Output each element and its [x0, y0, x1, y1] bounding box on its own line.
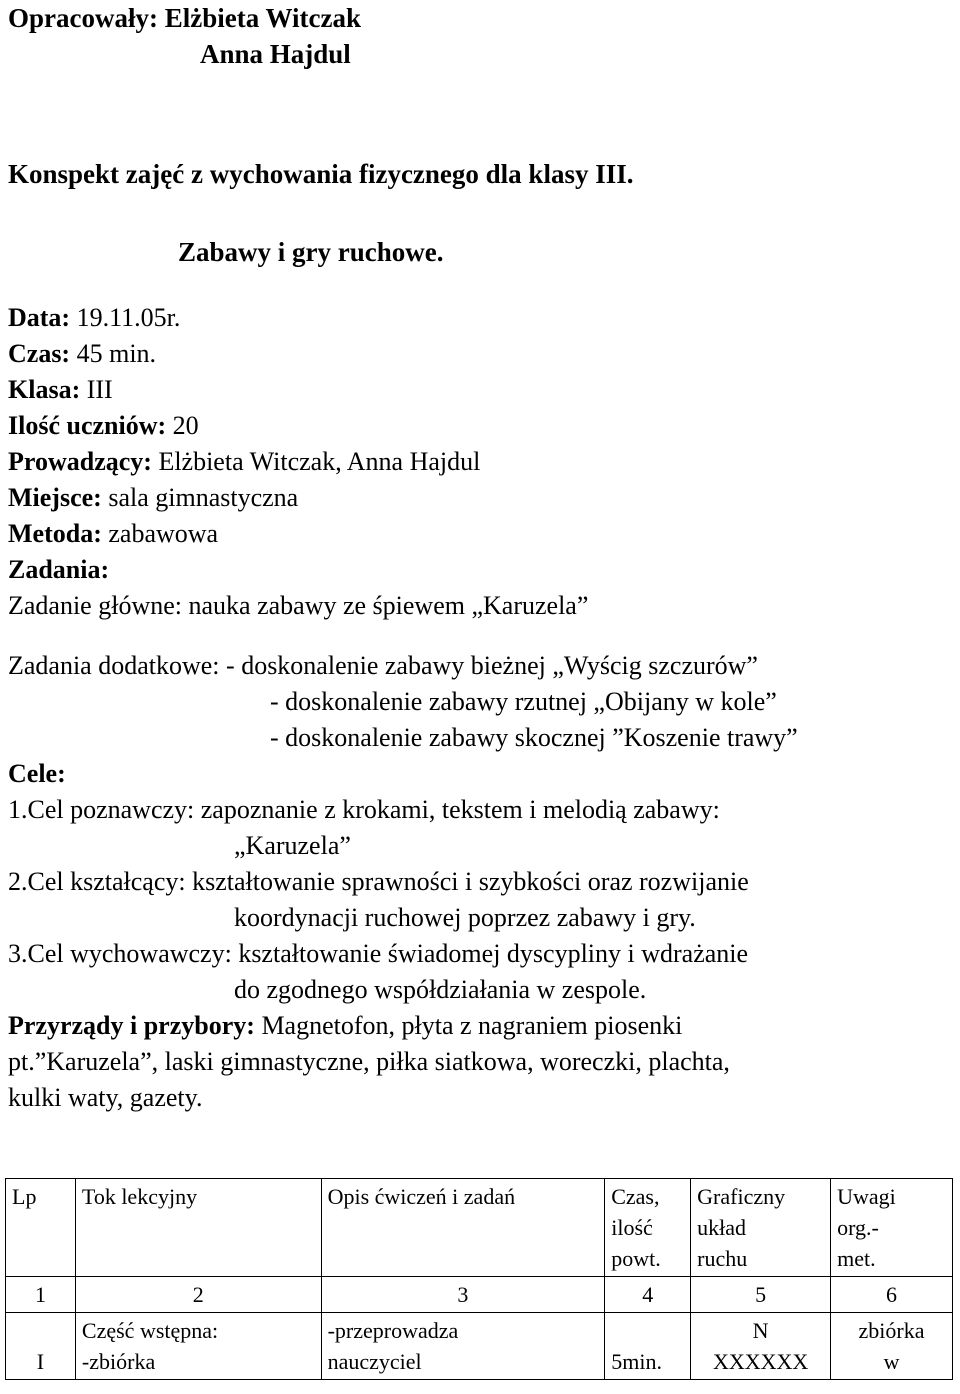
goals-label: Cele:	[8, 759, 66, 788]
table-row	[6, 1313, 953, 1380]
lesson-table	[5, 1178, 953, 1380]
authors-label: Opracowały:	[8, 3, 158, 33]
row-czas: 5min.	[605, 1313, 691, 1380]
header-opis: Opis ćwiczeń i zadań	[321, 1179, 605, 1277]
goal-1-cont: „Karuzela”	[234, 831, 351, 860]
additional-task-3: - doskonalenie zabawy skocznej ”Koszenie trawy”	[270, 723, 798, 752]
col-number: 3	[321, 1277, 605, 1313]
row-lp: I	[6, 1313, 76, 1380]
goal-3: 3.Cel wychowawczy: kształtowanie świadomej dyscypliny i wdrażanie	[8, 939, 749, 968]
additional-task-1: Zadania dodatkowe: - doskonalenie zabawy bieżnej „Wyścig szczurów”	[8, 651, 758, 680]
table-number-row	[6, 1277, 953, 1313]
table-header-row	[6, 1179, 953, 1277]
col-number: 2	[75, 1277, 321, 1313]
row-uklad: N XXXXXX	[691, 1313, 831, 1380]
row-uwagi: zbiórka w	[831, 1313, 953, 1380]
info-class: Klasa: III	[8, 375, 113, 404]
info-teacher: Prowadzący: Elżbieta Witczak, Anna Hajdul	[8, 447, 481, 476]
goal-3-cont: do zgodnego współdziałania w zespole.	[234, 975, 647, 1004]
header-lp: Lp	[6, 1179, 76, 1277]
col-number: 6	[831, 1277, 953, 1313]
lesson-topic: Zabawy i gry ruchowe.	[178, 237, 444, 267]
authors-line	[8, 0, 953, 36]
row-tok: Część wstępna: -zbiórka	[75, 1313, 321, 1380]
equipment-line-3: kulki waty, gazety.	[8, 1083, 203, 1112]
equipment-line-2: pt.”Karuzela”, laski gimnastyczne, piłka siatkowa, woreczki, plachta,	[8, 1047, 730, 1076]
info-method: Metoda: zabawowa	[8, 519, 219, 548]
goal-2-cont: koordynacji ruchowej poprzez zabawy i gry.	[234, 903, 696, 932]
header-czas: Czas, ilość powt.	[605, 1179, 691, 1277]
info-place: Miejsce: sala gimnastyczna	[8, 483, 299, 512]
plan-title: Konspekt zajęć z wychowania fizycznego dla klasy III.	[8, 159, 634, 189]
author-2: Anna Hajdul	[200, 39, 351, 69]
col-number: 4	[605, 1277, 691, 1313]
row-opis: -przeprowadza nauczyciel	[321, 1313, 605, 1380]
info-time: Czas: 45 min.	[8, 339, 157, 368]
document-page	[8, 0, 953, 1116]
col-number: 5	[691, 1277, 831, 1313]
header-tok: Tok lekcyjny	[75, 1179, 321, 1277]
header-uklad: Graficzny układ ruchu	[691, 1179, 831, 1277]
equipment-line-1: Przyrządy i przybory: Magnetofon, płyta z nagraniem piosenki	[8, 1011, 683, 1040]
header-uwagi: Uwagi org.- met.	[831, 1179, 953, 1277]
additional-task-2: - doskonalenie zabawy rzutnej „Obijany w kole”	[270, 687, 777, 716]
tasks-label: Zadania:	[8, 555, 110, 584]
goal-1: 1.Cel poznawczy: zapoznanie z krokami, tekstem i melodią zabawy:	[8, 795, 720, 824]
author-1: Elżbieta Witczak	[164, 3, 361, 33]
col-number: 1	[6, 1277, 76, 1313]
goal-2: 2.Cel kształcący: kształtowanie sprawności i szybkości oraz rozwijanie	[8, 867, 749, 896]
info-students: Ilość uczniów: 20	[8, 411, 199, 440]
info-date: Data: 19.11.05r.	[8, 303, 181, 332]
main-task: Zadanie główne: nauka zabawy ze śpiewem „Karuzela”	[8, 591, 589, 620]
